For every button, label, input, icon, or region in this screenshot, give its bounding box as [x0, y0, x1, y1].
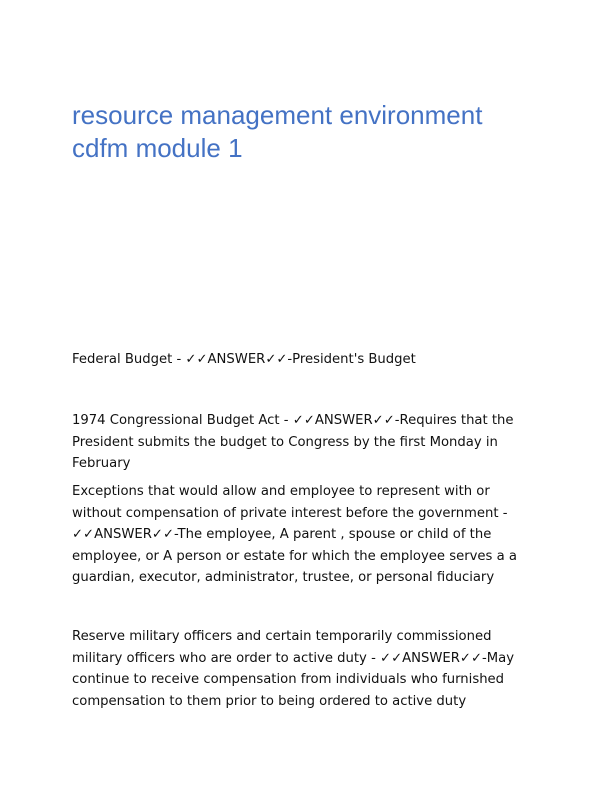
separator: - — [279, 413, 293, 428]
question-text: Exceptions that would allow and employee to represent with or without compensation of private interest before the government — [72, 484, 499, 521]
separator: - — [498, 505, 508, 521]
document-title — [72, 99, 532, 165]
separator: - — [172, 352, 186, 367]
answer-text: -Requires that the President submits the budget to Congress by the first Monday in February — [72, 413, 514, 472]
answer-text: -May continue to receive compensation from individuals who furnished compensation to them prior to being ordered to active duty — [72, 650, 515, 709]
question-text: Federal Budget — [72, 352, 173, 367]
qa-entry — [72, 410, 542, 475]
answer-text: -The employee, A parent , spouse or child of the employee, or A person or estate for which the employee serves a a guardian, executor, administrator, trustee, or personal fiduciary — [72, 527, 517, 586]
answer-marker: ✓✓ANSWER✓✓ — [185, 352, 288, 367]
answer-text: -President's Budget — [287, 352, 416, 367]
answer-marker: ✓✓ANSWER✓✓ — [292, 413, 395, 428]
title-line-1: resource management environment — [72, 100, 483, 130]
answer-marker: ✓✓ANSWER✓✓ — [72, 527, 174, 543]
title-line-2: cdfm module 1 — [72, 133, 243, 163]
qa-entry — [72, 626, 542, 712]
answer-marker: ✓✓ANSWER✓✓ — [380, 650, 483, 666]
qa-entry — [72, 481, 542, 589]
qa-entry — [72, 349, 542, 371]
question-text: 1974 Congressional Budget Act — [72, 413, 280, 428]
question-text: Reserve military officers and certain temporarily commissioned military officers who are order to active duty — [72, 629, 492, 666]
separator: - — [366, 650, 381, 666]
